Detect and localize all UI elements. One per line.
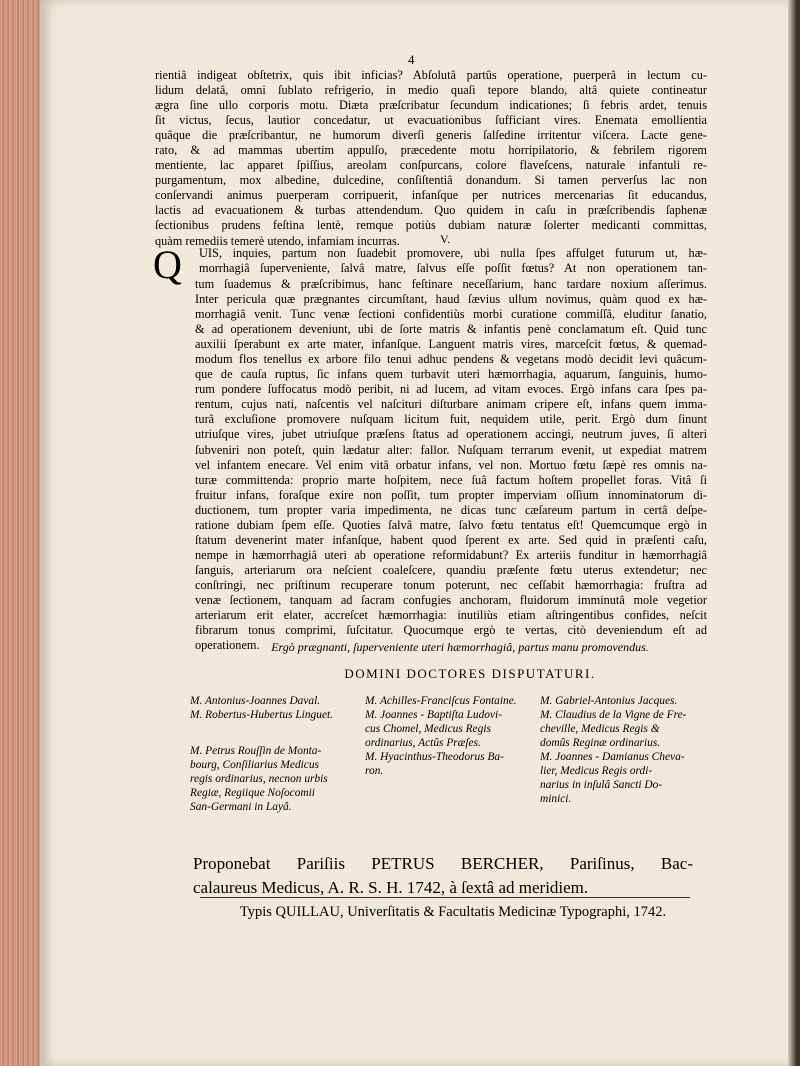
doctor-name-line: M. Hyacinthus-Theodorus Ba- (365, 751, 504, 763)
doctor-name-line: Regiæ, Regiique Noſocomii (190, 787, 315, 799)
text-line: tum ſuademus & præſcribimus, hanc feſtinare neceſſarium, hanc tardare noxium aſſerimus. (195, 277, 707, 291)
doctor-name-line: ron. (365, 765, 384, 777)
doctor-name-line: cheville, Medicus Regis & (540, 723, 660, 735)
drop-cap: Q (153, 242, 182, 287)
text-line: nempe in hæmorrhagiâ uteri ab operatione reformidabunt? Ex arteriis funditur in hæmorrhagiâ (195, 547, 707, 562)
text-line: UIS, inquies, partum non ſuadebit promovere, ubi nulla ſpes affulget futurum ut, hæ- (199, 246, 707, 260)
text-line: conſtringi, nec priſtinum recuperare tonum poterunt, nec ceſſabit hæmorrhagia: fruſtra ad (195, 577, 707, 592)
text-line: rum pondere ſuffocatus modò peribit, ni ad lucem, ad vitam evoces. Ergò infans cara ſpes pa- (195, 382, 707, 397)
doctor-name-line: cus Chomel, Medicus Regis (365, 723, 491, 735)
text-line: auxilii ſperabunt ex arte mater, infanſque. Languent matris vires, marceſcit fœtus, & quemad- (195, 337, 707, 352)
text-line: morrhagiâ venit. Tunc venæ ſectioni confidentiùs morbi curatione commiſſâ, eluditur ſanatio, (195, 307, 707, 322)
printer-imprint: Typis QUILLAU, Univerſitatis & Facultatis Medicinæ Typographi, 1742. (239, 904, 667, 920)
proponebat-line-2: calaureus Medicus, A. R. S. H. 1742, à ſextâ ad meridiem. (193, 878, 589, 897)
doctor-name-line: M. Achilles-Franciſcus Fontaine. (365, 695, 517, 707)
proponebat-line-1: Proponebat Pariſiis PETRUS BERCHER, Pariſinus, Bac- (193, 854, 693, 873)
doctor-name-line: M. Claudius de la Vigne de Fre- (540, 709, 687, 721)
doctor-name-line: regis ordinarius, necnon urbis (190, 773, 328, 785)
text-line: ductionem, tum propter varia impedimenta, ne dicas tunc cæſareum partum in certâ deſpe- (195, 502, 707, 517)
text-line: fibrarum tonus comprimi, ſuſcitatur. Quocumque ergò te vertas, citò deveniendum eſt ad (195, 623, 707, 638)
text-line: mentiente, lac apparet ſpiſſius, areolam conſpurcans, colore flaveſcens, naturale infantuli re- (155, 158, 707, 173)
text-line: vel infantem enecare. Vel enim vitâ orbatur infans, vel non. Mortuo fœtu ſæpè res omnis na- (195, 457, 707, 472)
text-line: ratione dubiam ſpem eſſe. Quoties ſalvâ matre, ſalvo fœtu tentatus eſt! Quemcumque ergò in (195, 517, 707, 532)
text-line: que de cauſa ruptus, ſic infans quem turbavit uteri hæmorrhagia, aquarum, ſanguinis, humo- (195, 367, 707, 382)
text-line: fruitur infans, foraſque exire non poſſit, tum propter imperviam oſſium innominatorum di- (195, 487, 707, 502)
doctor-name-line: M. Robertus-Hubertus Linguet. (190, 709, 334, 721)
doctor-name-line: lier, Medicus Regis ordi- (540, 765, 653, 777)
text-line: ſanguis, arteriarum ora neſcient coaleſcere, quandiu præſente fœtu uterus extendetur; nec (195, 562, 707, 577)
paragraph-2-opening (199, 246, 707, 276)
text-line: Inter pericula quæ prægnantes circumſtant, haud ſævius ullum novimus, quàm quod ex hæ- (195, 292, 707, 307)
doctor-name-line: San-Germani in Layâ. (190, 801, 292, 813)
text-line: utriuſque vires, jubet utriuſque præſens ſtatus ad operationem accingi, neutrum juves, ſi alteri (195, 427, 707, 442)
text-line: rato, & ad mammas ubertim appulſo, præcedente motu horripilatorio, & febrilem rigorem (155, 143, 707, 158)
text-line: lactis ad evacuationem & turbas attendendum. Quo quidem in caſu in præſcribendis ſaphenæ (155, 203, 707, 218)
paragraph-1 (155, 68, 707, 249)
text-line: modum flos tenellus ex arbore filo tenui adhuc pendens & vegetans modò decidit levi quâcum- (195, 352, 707, 367)
doctor-name-line: ordinarius, Actûs Præſes. (365, 737, 481, 749)
text-line: quâque die præſcribantur, ne humorum diverſi generis ſalſedine irritentur viſcera. Lacte gene- (155, 128, 707, 143)
text-line: conſervandi animus puerperam corripuerit, infanſque per nutrices mercenarias ſit educandus, (155, 188, 707, 203)
text-line: ſubveniri non poteſt, quin lædatur alter: fallor. Nuſquam terrarum evenit, ut expediat matrem (195, 442, 707, 457)
doctor-name-line: domûs Reginæ ordinarius. (540, 737, 661, 749)
doctor-name-line: minici. (540, 793, 572, 805)
text-line: ſectionibus prudens feſtina lentè, remque potiùs dubiam naturæ ſolerter medicanti committas, (155, 218, 707, 233)
text-line: turæ committenda: proprio marte hoſpitem, nece ſuâ factum hoſtem propellet foras. Vitâ ſi (195, 472, 707, 487)
page-gutter-shadow (788, 0, 796, 1066)
paragraph-2-body (195, 277, 707, 653)
text-line: & ad operationem deveniunt, ubi de ſorte matris & infantis penè conclamatum eſt. Quid tunc (195, 322, 707, 337)
proponebat-statement (193, 852, 693, 900)
doctor-name-line: M. Petrus Rouſſin de Monta- (190, 745, 322, 757)
text-line: lidum delatâ, omni ſublato refrigerio, in medio quaſi tepore blando, altâ quiete contineatur (155, 83, 707, 98)
doctor-name-line: M. Joannes - Damianus Cheva- (540, 751, 685, 763)
divider-rule (200, 897, 690, 898)
text-line: ſit victus, ſecus, lautior concedatur, ut evacuationibus ſufficiant vires. Enemata emollientia (155, 113, 707, 128)
text-line: ægra ſine ullo corporis motu. Diæta præſcribatur ſecundum indicationes; ſi febris ardet, tenuis (155, 98, 707, 113)
doctor-name-line: M. Joannes - Baptiſta Ludovi- (365, 709, 502, 721)
text-line: purgamentum, mox albedine, dulcedine, conſiſtentiâ donandum. Si tamen perverſus lac non (155, 173, 707, 188)
doctor-name-line: M. Antonius-Joannes Daval. (190, 695, 321, 707)
page-number: 4 (408, 52, 415, 67)
doctors-heading: DOMINI DOCTORES DISPUTATURI. (344, 666, 596, 681)
doctor-name-line: bourg, Conſiliarius Medicus (190, 759, 319, 771)
text-line: arteriarum erit elater, accreſcet hæmorrhagia: inutiliùs etiam aſtringentibus confides, neſcit (195, 608, 707, 623)
doctor-name-line: narius in inſulâ Sancti Do- (540, 779, 663, 791)
text-line: operationem. (195, 638, 260, 653)
doctors-column-3 (540, 694, 710, 806)
text-line: morrhagiâ ſuperveniente, ſalvâ matre, ſalvus eſſe poſſit fœtus? At non operationem tan- (199, 261, 707, 276)
text-line: ſtatum devenerint mater infanſque, habent quod ſperent ex arte. Sed quid in præſenti caſu, (195, 532, 707, 547)
doctor-name-line: M. Gabriel-Antonius Jacques. (540, 695, 678, 707)
text-line: quàm remediis temerè utendo, infamiam incurras. (155, 233, 400, 248)
text-line: turâ excluſione promovere nuſquam licitum fuit, nequidem utile, perit. Ergò dum ſinunt (195, 412, 707, 427)
text-line: venæ ſectionem, tanquam ad ſacram confugies anchoram, fluidorum imminutâ mole vegetior (195, 592, 707, 607)
conclusion-statement: Ergò prægnanti, ſuperveniente uteri hæmorrhagiâ, partus manu promovendus. (271, 640, 649, 654)
section-number: V. (440, 232, 451, 246)
book-page-edge (0, 0, 40, 1066)
column-gap (190, 722, 360, 744)
doctors-column-2 (365, 694, 535, 778)
text-line: rientiâ indigeat obſtetrix, quis ibit inficias? Abſolutâ partûs operatione, puerperâ in lectum cu- (155, 68, 707, 82)
doctors-column-1 (190, 694, 360, 814)
text-line: rentum, cujus nati, naſcentis vel naſcituri diſturbare animam cripere eſt, infans quem imma- (195, 397, 707, 412)
